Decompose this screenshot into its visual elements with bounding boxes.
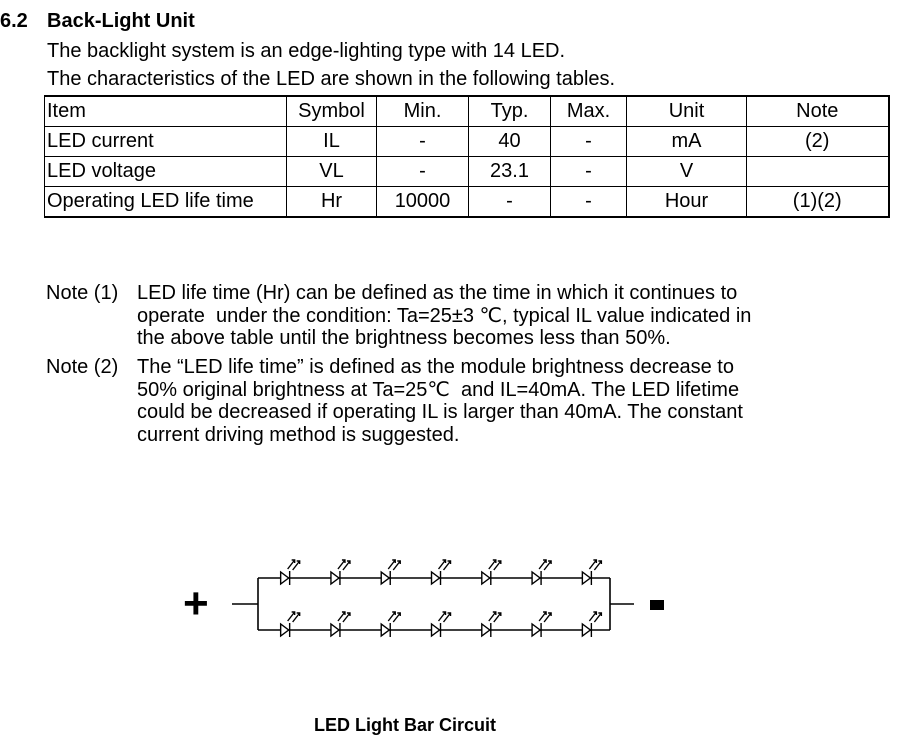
cell-note: (2) bbox=[747, 127, 889, 157]
header-symbol: Symbol bbox=[287, 96, 377, 127]
led-symbol-icon bbox=[381, 612, 400, 637]
intro-line-1: The backlight system is an edge-lighting type with 14 LED. bbox=[47, 40, 566, 62]
cell-max: - bbox=[551, 127, 627, 157]
cell-note: (1)(2) bbox=[747, 187, 889, 218]
cell-symbol: IL bbox=[287, 127, 377, 157]
cell-note bbox=[747, 157, 889, 187]
cell-item: LED current bbox=[45, 127, 287, 157]
circuit-caption: LED Light Bar Circuit bbox=[314, 715, 497, 735]
led-symbol-icon bbox=[532, 612, 551, 637]
led-symbol-icon bbox=[331, 612, 350, 637]
cell-max: - bbox=[551, 157, 627, 187]
cell-unit: Hour bbox=[627, 187, 747, 218]
table-row bbox=[45, 157, 889, 187]
negative-terminal-symbol bbox=[650, 600, 664, 610]
cell-min: - bbox=[377, 157, 469, 187]
header-max: Max. bbox=[551, 96, 627, 127]
cell-min: - bbox=[377, 127, 469, 157]
led-symbol-icon bbox=[532, 560, 551, 585]
header-min: Min. bbox=[377, 96, 469, 127]
cell-min: 10000 bbox=[377, 187, 469, 218]
led-symbol-icon bbox=[582, 560, 601, 585]
led-characteristics-table bbox=[44, 95, 890, 218]
cell-typ: 40 bbox=[469, 127, 551, 157]
section-title: Back-Light Unit bbox=[47, 10, 195, 32]
intro-line-2: The characteristics of the LED are shown in the following tables. bbox=[47, 68, 616, 90]
led-symbol-icon bbox=[432, 612, 451, 637]
note-1-label: Note (1) bbox=[46, 282, 119, 304]
cell-item: LED voltage bbox=[45, 157, 287, 187]
led-light-bar-circuit bbox=[0, 540, 903, 650]
header-item: Item bbox=[45, 96, 287, 127]
cell-unit: V bbox=[627, 157, 747, 187]
note-2-label: Note (2) bbox=[46, 356, 119, 378]
led-symbol-icon bbox=[482, 612, 501, 637]
led-symbol-icon bbox=[281, 612, 300, 637]
led-symbol-icon bbox=[432, 560, 451, 585]
led-symbol-icon bbox=[482, 560, 501, 585]
cell-symbol: VL bbox=[287, 157, 377, 187]
cell-unit: mA bbox=[627, 127, 747, 157]
cell-typ: - bbox=[469, 187, 551, 218]
led-symbol-icon bbox=[381, 560, 400, 585]
header-typ: Typ. bbox=[469, 96, 551, 127]
table-row bbox=[45, 127, 889, 157]
note-1-text: LED life time (Hr) can be defined as the time in which it continues to operate under the condition: Ta=25±3 ℃, typical IL value indicated in the above table until the brightness becomes less than 50%. bbox=[137, 282, 752, 349]
header-unit: Unit bbox=[627, 96, 747, 127]
table-header-row bbox=[45, 96, 889, 127]
led-symbol-icon bbox=[281, 560, 300, 585]
section-number: 6.2 bbox=[0, 10, 28, 32]
header-note: Note bbox=[747, 96, 889, 127]
led-symbol-icon bbox=[582, 612, 601, 637]
table-row bbox=[45, 187, 889, 218]
cell-typ: 23.1 bbox=[469, 157, 551, 187]
cell-max: - bbox=[551, 187, 627, 218]
note-2-text: The “LED life time” is defined as the module brightness decrease to 50% original brightness at Ta=25℃ and IL=40mA. The LED lifetime could be decreased if operating IL is larger than 40mA. The constant current driving method is suggested. bbox=[137, 356, 743, 446]
led-symbol-icon bbox=[331, 560, 350, 585]
cell-item: Operating LED life time bbox=[45, 187, 287, 218]
cell-symbol: Hr bbox=[287, 187, 377, 218]
positive-terminal-symbol: + bbox=[183, 579, 209, 628]
